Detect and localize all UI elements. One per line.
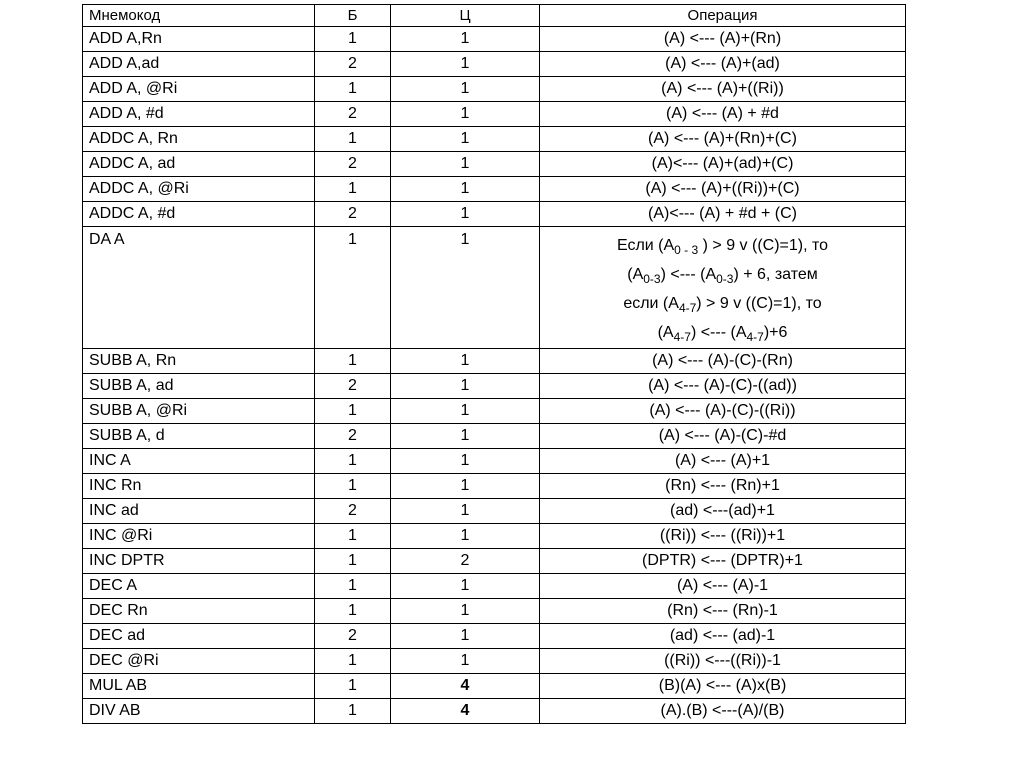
- table-row: [83, 524, 906, 549]
- header-operation: Операция: [540, 5, 906, 27]
- table-row: [83, 674, 906, 699]
- cell-mnemonic: ADDC A, ad: [83, 152, 315, 177]
- table-row: [83, 399, 906, 424]
- table-row: [83, 499, 906, 524]
- table-row: [83, 349, 906, 374]
- cell-cycles: 1: [391, 499, 540, 524]
- cell-operation: (A) <--- (A)+(Rn)+(C): [540, 127, 906, 152]
- cell-bytes: 1: [315, 27, 391, 52]
- table-row: [83, 52, 906, 77]
- cell-cycles: 1: [391, 524, 540, 549]
- cell-cycles: 1: [391, 374, 540, 399]
- cell-mnemonic: INC @Ri: [83, 524, 315, 549]
- cell-bytes: 2: [315, 499, 391, 524]
- instruction-table: [82, 4, 906, 724]
- cell-bytes: 1: [315, 77, 391, 102]
- cell-bytes: 1: [315, 177, 391, 202]
- table-row: [83, 27, 906, 52]
- cell-operation: (A) <--- (A)-(C)-((Ri)): [540, 399, 906, 424]
- cell-mnemonic: DEC ad: [83, 624, 315, 649]
- cell-mnemonic: DEC Rn: [83, 599, 315, 624]
- da-line-2-sub2: 0-3: [716, 272, 734, 286]
- cell-operation: (ad) <---(ad)+1: [540, 499, 906, 524]
- cell-mnemonic: INC Rn: [83, 474, 315, 499]
- cell-cycles: 4: [391, 699, 540, 724]
- table-row-da: [83, 227, 906, 349]
- cell-bytes: 2: [315, 52, 391, 77]
- da-line-4-b: ) <--- (A: [690, 324, 747, 341]
- cell-mnemonic: ADD A, #d: [83, 102, 315, 127]
- table-row: [83, 374, 906, 399]
- cell-bytes: 2: [315, 424, 391, 449]
- cell-mnemonic: INC DPTR: [83, 549, 315, 574]
- cell-bytes: 1: [315, 449, 391, 474]
- cell-bytes: 1: [315, 227, 391, 349]
- cell-cycles: 1: [391, 399, 540, 424]
- cell-bytes: 1: [315, 649, 391, 674]
- cell-bytes: 1: [315, 574, 391, 599]
- cell-operation: (A)<--- (A) + #d + (C): [540, 202, 906, 227]
- cell-bytes: 2: [315, 152, 391, 177]
- da-line-3-pre: если (A: [623, 295, 679, 312]
- table-row: [83, 102, 906, 127]
- table-row: [83, 449, 906, 474]
- cell-cycles: 1: [391, 574, 540, 599]
- cell-mnemonic: ADDC A, #d: [83, 202, 315, 227]
- cell-cycles: 1: [391, 152, 540, 177]
- cell-operation: (A) <--- (A)-1: [540, 574, 906, 599]
- cell-mnemonic: DEC A: [83, 574, 315, 599]
- instruction-table-wrapper: [82, 4, 906, 724]
- cell-mnemonic: DA A: [83, 227, 315, 349]
- cell-operation: (A) <--- (A)-(C)-((ad)): [540, 374, 906, 399]
- table-row: [83, 77, 906, 102]
- da-line-2-b: ) <--- (A: [660, 266, 717, 283]
- cell-mnemonic: SUBB A, ad: [83, 374, 315, 399]
- table-row: [83, 152, 906, 177]
- table-row: [83, 649, 906, 674]
- da-line-2-c: ) + 6, затем: [733, 266, 818, 283]
- cell-operation: (A) <--- (A)+1: [540, 449, 906, 474]
- cell-cycles: 1: [391, 127, 540, 152]
- da-line-3-sub: 4-7: [678, 301, 697, 315]
- header-bytes: Б: [315, 5, 391, 27]
- da-line-4-sub2: 4-7: [746, 330, 764, 344]
- cell-cycles: 1: [391, 52, 540, 77]
- cell-operation: (Rn) <--- (Rn)+1: [540, 474, 906, 499]
- cell-operation: (ad) <--- (ad)-1: [540, 624, 906, 649]
- cell-cycles: 4: [391, 674, 540, 699]
- table-row: [83, 474, 906, 499]
- da-line-1-sub: 0 - 3: [674, 243, 699, 257]
- da-line-4-c: )+6: [763, 324, 788, 341]
- cell-bytes: 1: [315, 599, 391, 624]
- table-row: [83, 177, 906, 202]
- cell-operation: ((Ri)) <---((Ri))-1: [540, 649, 906, 674]
- da-line-3-post: ) > 9 v ((C)=1), то: [696, 295, 822, 312]
- cell-operation: (B)(A) <--- (A)x(B): [540, 674, 906, 699]
- cell-cycles: 1: [391, 349, 540, 374]
- table-row: [83, 127, 906, 152]
- table-row: [83, 574, 906, 599]
- cell-operation: (A) <--- (A) + #d: [540, 102, 906, 127]
- cell-operation: (DPTR) <--- (DPTR)+1: [540, 549, 906, 574]
- cell-bytes: 1: [315, 399, 391, 424]
- table-row: [83, 699, 906, 724]
- cell-mnemonic: ADDC A, Rn: [83, 127, 315, 152]
- cell-bytes: 1: [315, 524, 391, 549]
- cell-mnemonic: INC ad: [83, 499, 315, 524]
- da-line-4: [546, 318, 899, 347]
- da-line-2: [546, 260, 899, 289]
- cell-operation: (A) <--- (A)+((Ri))+(C): [540, 177, 906, 202]
- cell-bytes: 1: [315, 474, 391, 499]
- table-row: [83, 599, 906, 624]
- cell-operation: (A)<--- (A)+(ad)+(C): [540, 152, 906, 177]
- da-line-2-a: (A: [627, 266, 644, 283]
- cell-operation: (A).(B) <---(A)/(B): [540, 699, 906, 724]
- cell-operation: (A) <--- (A)-(C)-#d: [540, 424, 906, 449]
- header-mnemonic: Мнемокод: [83, 5, 315, 27]
- cell-cycles: 2: [391, 549, 540, 574]
- cell-operation: (A) <--- (A)+(ad): [540, 52, 906, 77]
- da-line-3: [546, 289, 899, 318]
- cell-cycles: 1: [391, 474, 540, 499]
- table-row: [83, 624, 906, 649]
- cell-operation: (A) <--- (A)+(Rn): [540, 27, 906, 52]
- cell-cycles: 1: [391, 624, 540, 649]
- cell-cycles: 1: [391, 449, 540, 474]
- cell-bytes: 1: [315, 349, 391, 374]
- cell-cycles: 1: [391, 177, 540, 202]
- cell-cycles: 1: [391, 649, 540, 674]
- cell-mnemonic: ADD A,Rn: [83, 27, 315, 52]
- cell-bytes: 2: [315, 374, 391, 399]
- cell-mnemonic: SUBB A, Rn: [83, 349, 315, 374]
- cell-cycles: 1: [391, 27, 540, 52]
- da-line-2-sub1: 0-3: [643, 272, 661, 286]
- cell-operation: (A) <--- (A)-(C)-(Rn): [540, 349, 906, 374]
- cell-mnemonic: ADD A,ad: [83, 52, 315, 77]
- cell-cycles: 1: [391, 227, 540, 349]
- cell-bytes: 2: [315, 102, 391, 127]
- table-header-row: [83, 5, 906, 27]
- table-row: [83, 549, 906, 574]
- da-line-1-pre: Если (A: [616, 237, 675, 254]
- table-row: [83, 202, 906, 227]
- cell-bytes: 2: [315, 624, 391, 649]
- cell-bytes: 1: [315, 549, 391, 574]
- cell-mnemonic: INC A: [83, 449, 315, 474]
- cell-cycles: 1: [391, 202, 540, 227]
- cell-bytes: 1: [315, 127, 391, 152]
- cell-mnemonic: MUL AB: [83, 674, 315, 699]
- cell-cycles: 1: [391, 424, 540, 449]
- cell-mnemonic: ADD A, @Ri: [83, 77, 315, 102]
- cell-cycles: 1: [391, 102, 540, 127]
- cell-bytes: 2: [315, 202, 391, 227]
- cell-cycles: 1: [391, 77, 540, 102]
- cell-cycles: 1: [391, 599, 540, 624]
- da-line-1-post: ) > 9 v ((C)=1), то: [698, 237, 829, 254]
- cell-mnemonic: SUBB A, d: [83, 424, 315, 449]
- cell-operation: (Rn) <--- (Rn)-1: [540, 599, 906, 624]
- da-line-4-a: (A: [657, 324, 674, 341]
- cell-operation-da: [540, 227, 906, 349]
- table-row: [83, 424, 906, 449]
- cell-operation: (A) <--- (A)+((Ri)): [540, 77, 906, 102]
- da-line-4-sub1: 4-7: [673, 330, 691, 344]
- cell-bytes: 1: [315, 674, 391, 699]
- da-line-1: [546, 231, 899, 260]
- cell-mnemonic: DIV AB: [83, 699, 315, 724]
- cell-mnemonic: DEC @Ri: [83, 649, 315, 674]
- cell-mnemonic: ADDC A, @Ri: [83, 177, 315, 202]
- cell-mnemonic: SUBB A, @Ri: [83, 399, 315, 424]
- header-cycles: Ц: [391, 5, 540, 27]
- cell-bytes: 1: [315, 699, 391, 724]
- cell-operation: ((Ri)) <--- ((Ri))+1: [540, 524, 906, 549]
